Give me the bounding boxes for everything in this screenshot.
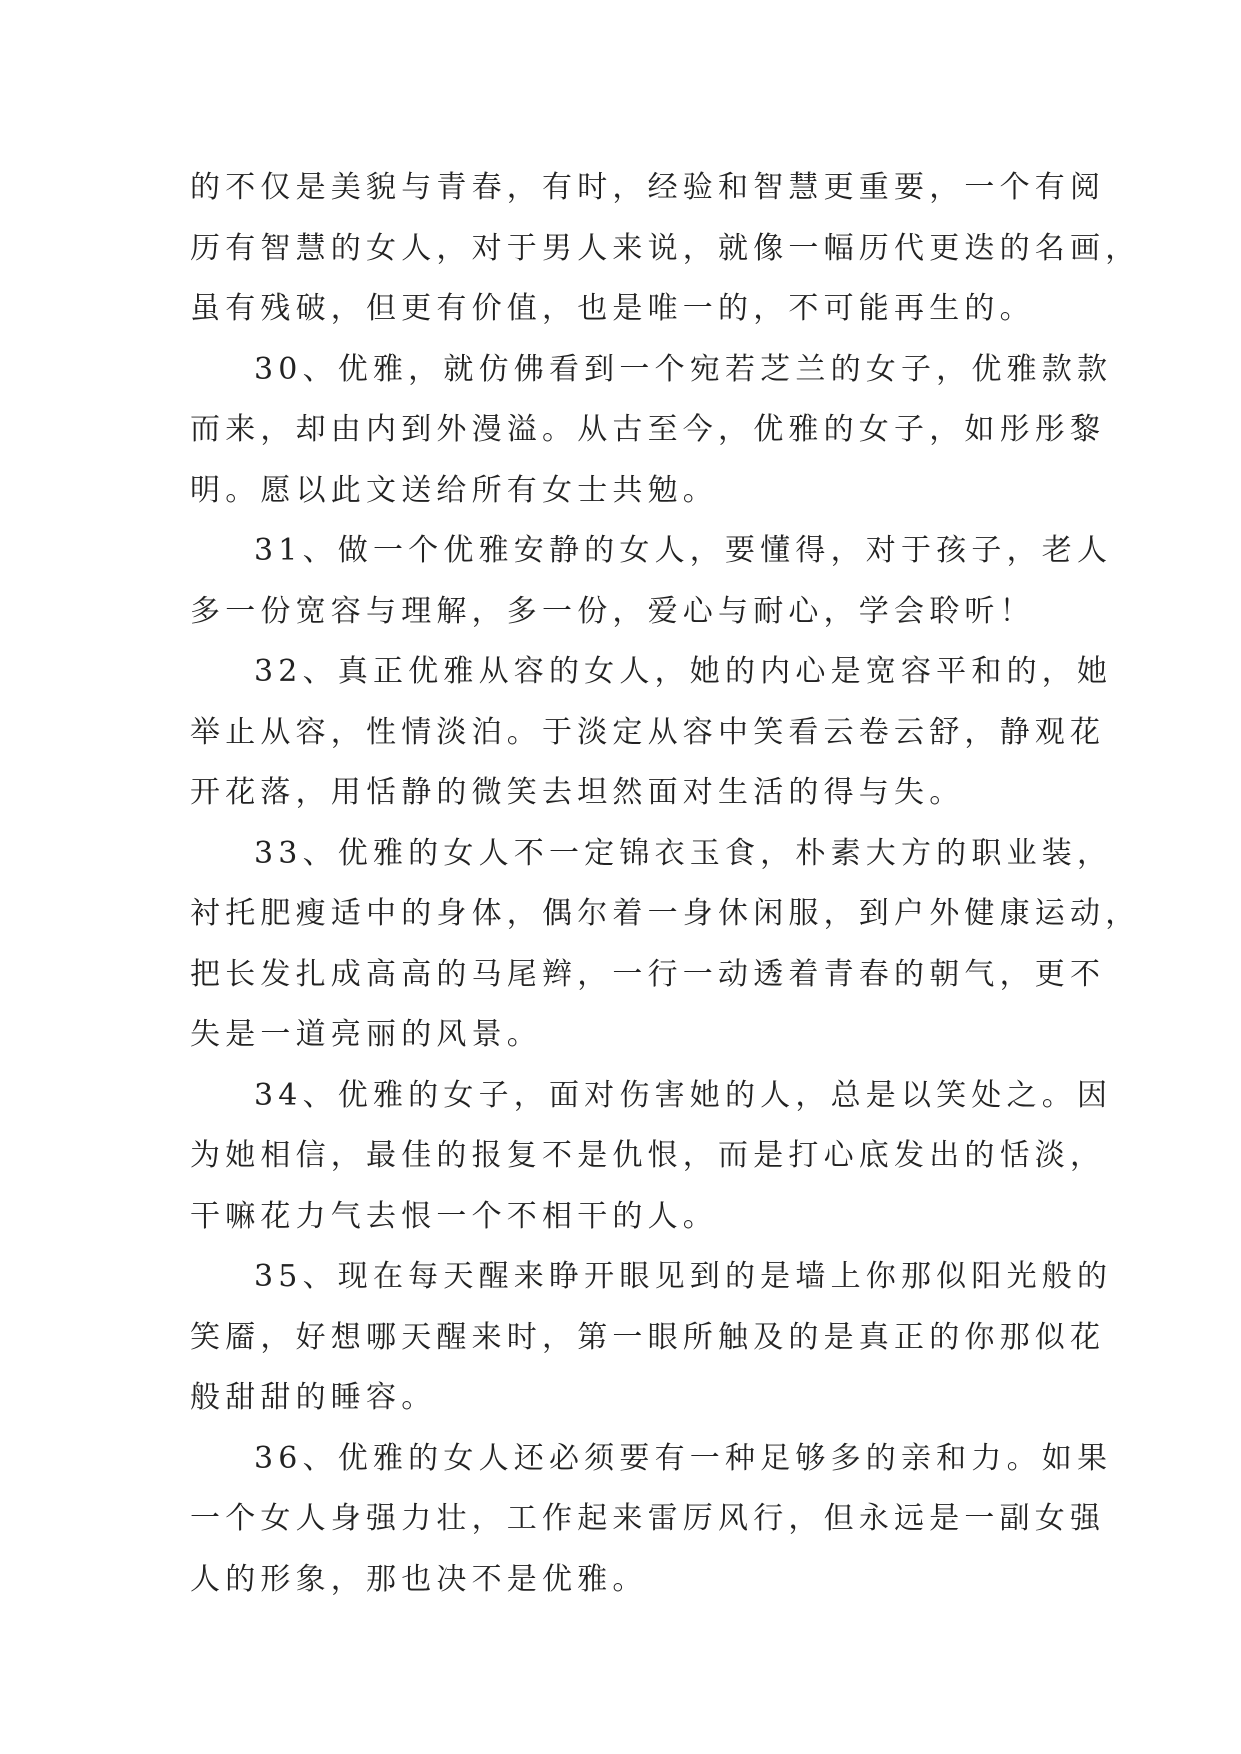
text-line: 虽有残破，但更有价值，也是唯一的，不可能再生的。 (190, 291, 1035, 326)
text-line: 34、优雅的女子，面对伤害她的人，总是以笑处之。因 (254, 1077, 1113, 1113)
text-line: 为她相信，最佳的报复不是仇恨，而是打心底发出的恬淡， (190, 1138, 1106, 1173)
paragraph-34 (190, 1066, 1113, 1248)
text-line: 一个女人身强力壮，工作起来雷厉风行，但永远是一副女强 (190, 1501, 1106, 1536)
text-line: 把长发扎成高高的马尾辫，一行一动透着青春的朝气，更不 (190, 956, 1106, 992)
text-line: 35、现在每天醒来睁开眼见到的是墙上你那似阳光般的 (254, 1259, 1113, 1294)
text-line: 32、真正优雅从容的女人，她的内心是宽容平和的，她 (254, 654, 1113, 689)
paragraph-30 (190, 340, 1113, 522)
text-line: 举止从容，性情淡泊。于淡定从容中笑看云卷云舒，静观花 (190, 714, 1106, 750)
text-line: 30、优雅，就仿佛看到一个宛若芝兰的女子，优雅款款 (254, 351, 1113, 387)
text-line: 历有智慧的女人，对于男人来说，就像一幅历代更迭的名画， (190, 230, 1141, 266)
text-line: 开花落，用恬静的微笑去坦然面对生活的得与失。 (190, 775, 965, 810)
text-line: 干嘛花力气去恨一个不相干的人。 (190, 1198, 718, 1234)
text-line: 明。愿以此文送给所有女士共勉。 (190, 472, 718, 508)
paragraph-35 (190, 1247, 1113, 1429)
text-line: 而来，却由内到外漫溢。从古至今，优雅的女子，如彤彤黎 (190, 412, 1106, 447)
text-line: 36、优雅的女人还必须要有一种足够多的亲和力。如果 (254, 1440, 1113, 1476)
text-line: 的不仅是美貌与青春，有时，经验和智慧更重要，一个有阅 (190, 170, 1106, 205)
paragraph-continuation (190, 158, 1141, 340)
text-line: 笑靥，好想哪天醒来时，第一眼所触及的是真正的你那似花 (190, 1319, 1106, 1355)
text-line: 失是一道亮丽的风景。 (190, 1017, 542, 1052)
text-line: 31、做一个优雅安静的女人，要懂得，对于孩子，老人 (254, 533, 1113, 568)
text-line: 33、优雅的女人不一定锦衣玉食，朴素大方的职业装， (254, 835, 1113, 871)
text-line: 般甜甜的睡容。 (190, 1380, 437, 1415)
paragraph-36 (190, 1429, 1113, 1611)
text-line: 衬托肥瘦适中的身体，偶尔着一身休闲服，到户外健康运动， (190, 896, 1141, 931)
paragraph-31 (190, 521, 1113, 642)
text-line: 人的形象，那也决不是优雅。 (190, 1561, 648, 1597)
paragraph-33 (190, 824, 1141, 1066)
body-text (190, 158, 1141, 1610)
text-line: 多一份宽容与理解，多一份，爱心与耐心，学会聆听！ (190, 593, 1035, 629)
paragraph-32 (190, 642, 1113, 824)
